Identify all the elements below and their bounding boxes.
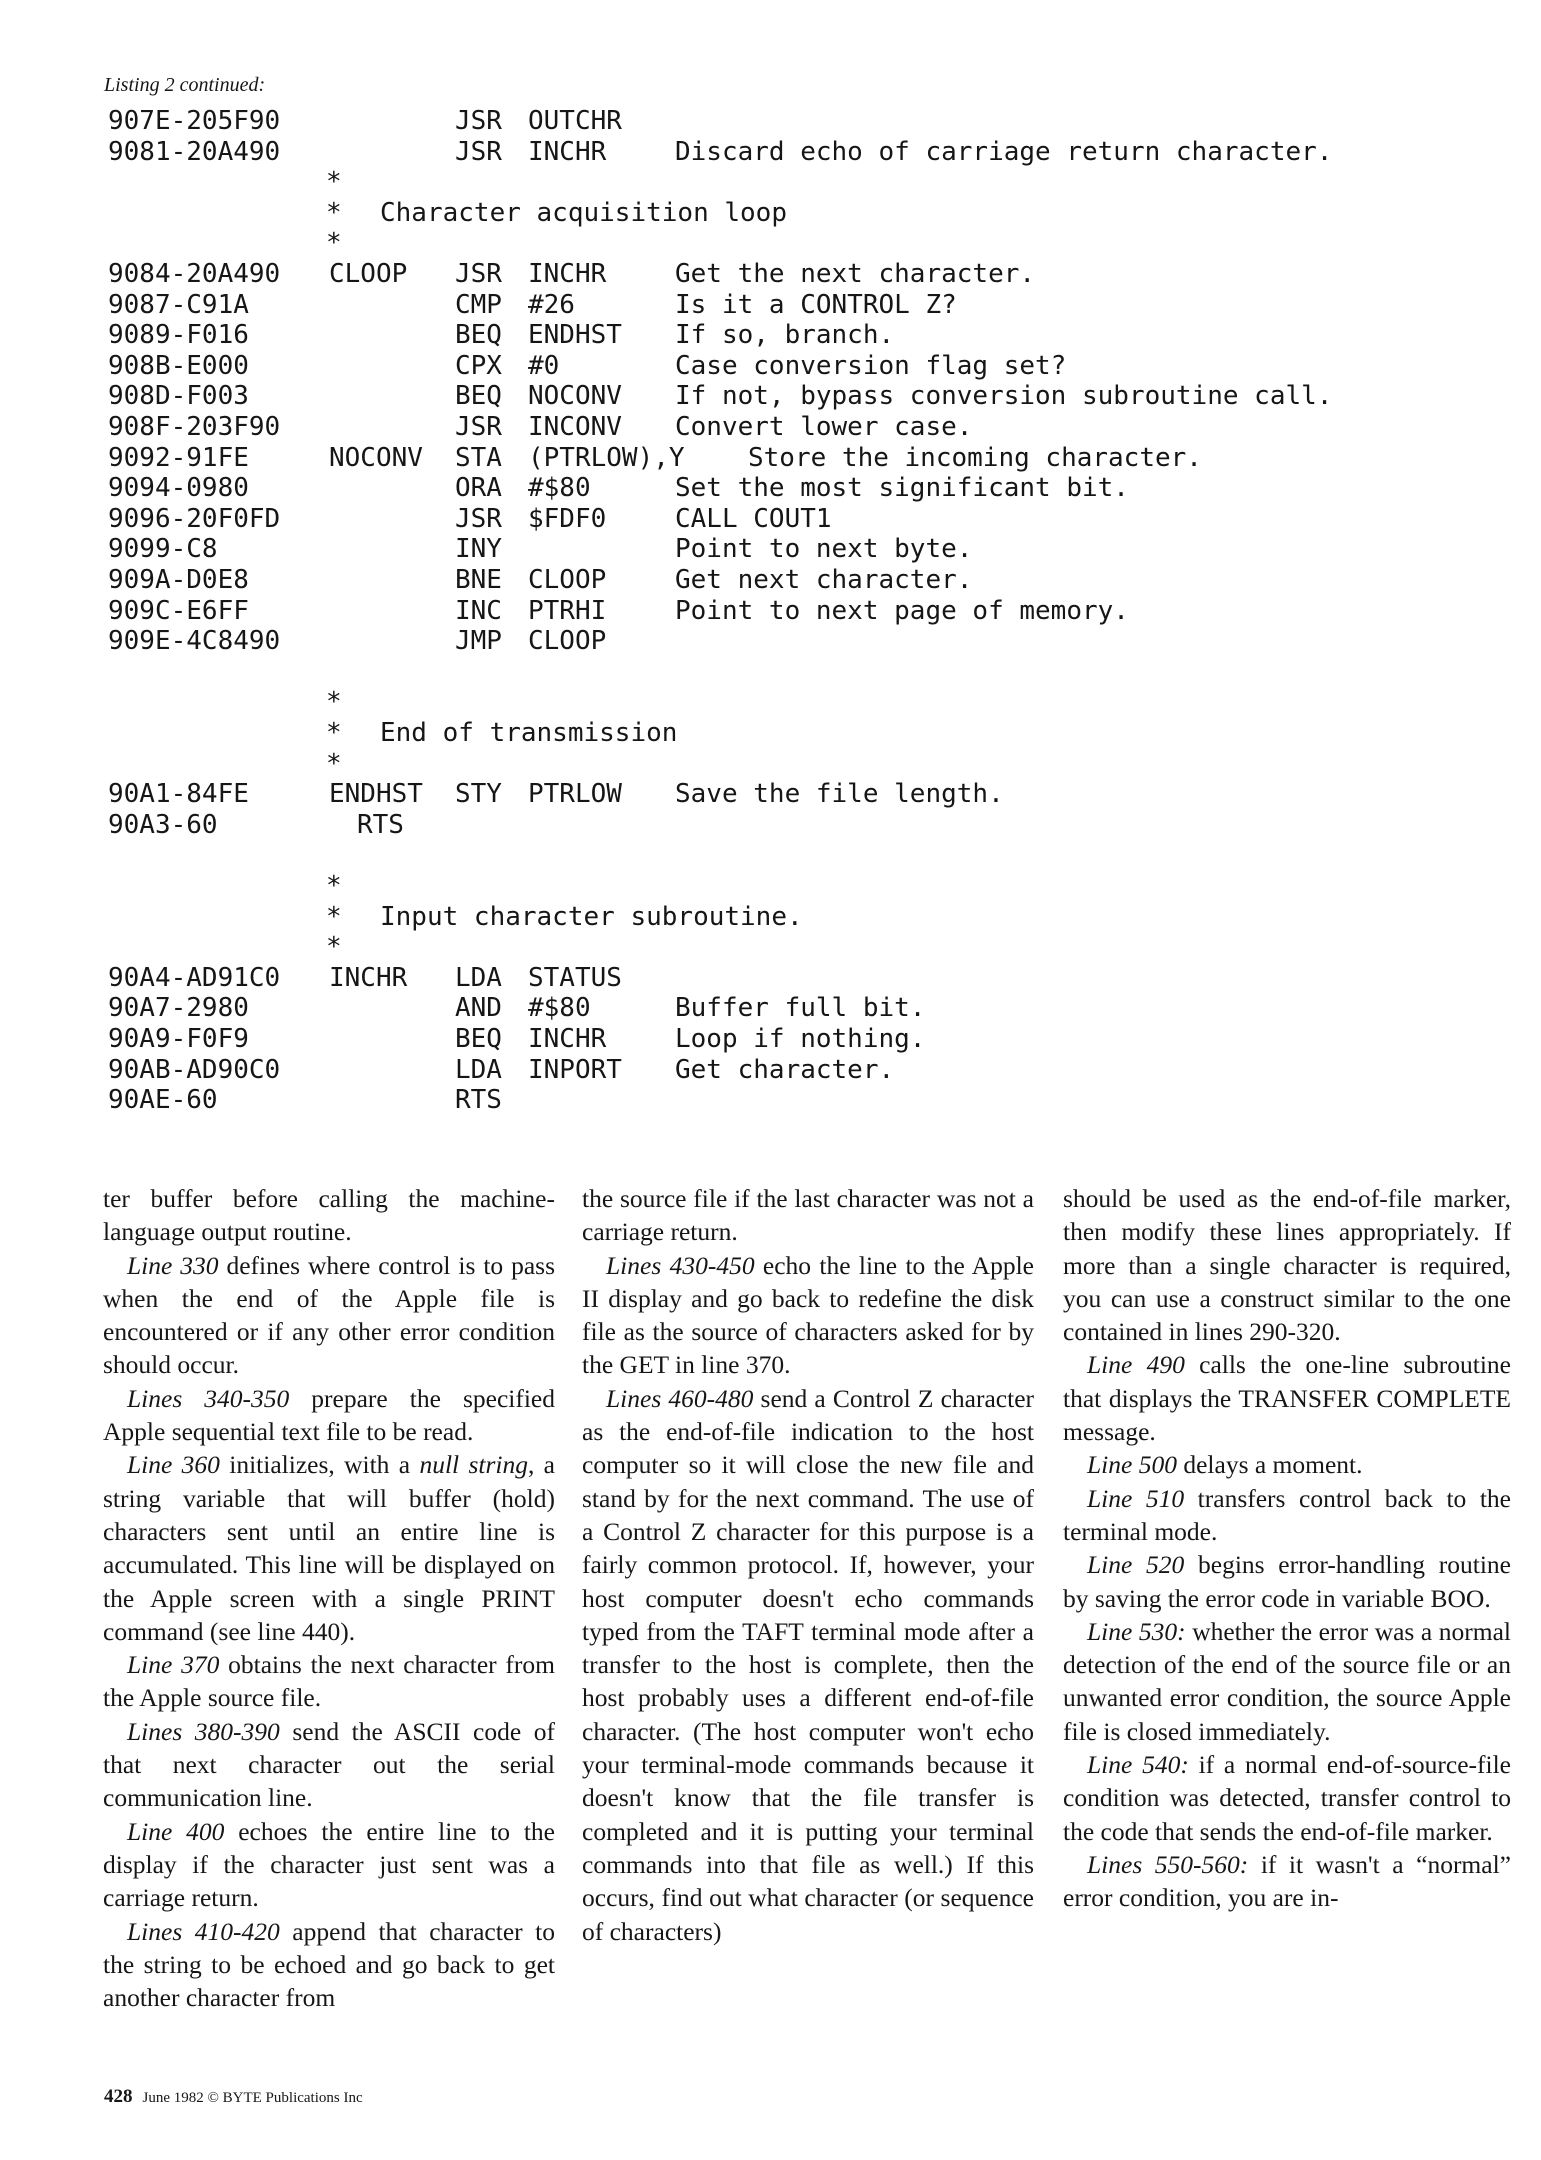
- paragraph-text: prepare the specified Apple sequential text file to be read.: [103, 1383, 555, 1447]
- code-comment: Get next character.: [675, 565, 973, 595]
- paragraph: [1063, 1848, 1511, 1915]
- line-reference: Line 400: [127, 1816, 225, 1846]
- code-address: 9087-C91A: [108, 289, 249, 320]
- code-address: 9092-91FE: [108, 442, 249, 473]
- code-address: 908B-E000: [108, 350, 249, 381]
- text-column-2: [582, 1182, 1034, 1948]
- code-mnemonic: AND: [455, 993, 502, 1024]
- paragraph: [1063, 1448, 1511, 1481]
- page-number: 428: [104, 2086, 133, 2107]
- line-reference: Line 500: [1087, 1450, 1177, 1480]
- code-label: ENDHST: [329, 779, 423, 810]
- comment-star: *: [326, 197, 342, 228]
- code-address: 90A3-60: [108, 809, 218, 840]
- comment-star: *: [326, 748, 342, 779]
- paragraph: [103, 1182, 555, 1249]
- line-reference: Line 540:: [1087, 1750, 1189, 1780]
- paragraph-text: echo the line to the Apple II display and go back to redefine the disk file as the source of characters asked for by the GET in line 370.: [582, 1250, 1035, 1380]
- line-reference: Lines 380-390: [127, 1716, 280, 1746]
- code-operand: ENDHST: [528, 320, 622, 351]
- code-address: 909A-D0E8: [108, 565, 249, 595]
- code-address: 90A4-AD91C0: [108, 962, 281, 993]
- code-comment: If not, bypass conversion subroutine call.: [675, 381, 1333, 412]
- paragraph-text: whether the error was a normal detection of the end of the source file or an unwanted error condition, the source Apple file is closed immediately.: [1063, 1616, 1512, 1746]
- paragraph-text: obtains the next character from the Apple source file.: [103, 1650, 555, 1713]
- code-comment: Point to next page of memory.: [675, 595, 1129, 626]
- emphasis: null string: [419, 1450, 528, 1480]
- comment-star: *: [326, 901, 342, 932]
- code-comment: Point to next byte.: [675, 534, 973, 565]
- paragraph-text: delays a moment.: [1176, 1450, 1363, 1480]
- comment-star: *: [326, 871, 342, 901]
- paragraph-text: begins error-handling routine by saving the error code in variable BOO.: [1063, 1550, 1511, 1613]
- code-address: 908F-203F90: [108, 412, 281, 442]
- code-comment: Get character.: [675, 1054, 895, 1085]
- code-mnemonic: LDA: [455, 1054, 502, 1085]
- paragraph-text: , a string variable that will buffer (hold) characters sent until an entire line is accumulated. This line will be displayed on the Apple screen with a single PRINT command (see line 440).: [103, 1450, 555, 1646]
- code-address: 909E-4C8490: [108, 626, 281, 657]
- code-operand: NOCONV: [528, 381, 622, 412]
- paragraph-text: transfers control back to the terminal mode.: [1063, 1483, 1511, 1546]
- code-operand: #0: [528, 350, 560, 381]
- paragraph-text: if a normal end-of-source-file condition was detected, transfer control to the code that sends the end-of-file marker.: [1063, 1750, 1511, 1846]
- line-reference: Lines 460-480: [606, 1383, 754, 1413]
- code-mnemonic: LDA: [455, 962, 502, 993]
- paragraph: [103, 1382, 555, 1449]
- code-operand: CLOOP: [528, 565, 607, 595]
- code-operand: #$80: [528, 473, 591, 504]
- code-address: 9094-0980: [108, 473, 249, 504]
- code-mnemonic: INY: [455, 534, 502, 565]
- line-reference: Line 330: [127, 1250, 219, 1280]
- paragraph: [103, 1448, 555, 1648]
- paragraph-text: defines where control is to pass when the end of the Apple file is encountered or if any other error condition should occur.: [103, 1250, 555, 1380]
- code-operand: #26: [528, 289, 575, 320]
- code-mnemonic: RTS: [357, 809, 404, 840]
- code-mnemonic: BNE: [455, 565, 502, 595]
- paragraph: [582, 1249, 1034, 1382]
- paragraph-text: the source file if the last character was not a carriage return.: [582, 1184, 1034, 1247]
- paragraph: [103, 1648, 555, 1715]
- paragraph-text: initializes, with a: [219, 1450, 420, 1480]
- code-mnemonic: CPX: [455, 350, 502, 381]
- code-mnemonic: INC: [455, 595, 502, 626]
- paragraph-text: echoes the entire line to the display if the character just sent was a carriage return.: [103, 1816, 555, 1913]
- code-comment: Loop if nothing.: [675, 1024, 926, 1054]
- code-operand: INCHR: [528, 259, 607, 289]
- publication-credit: June 1982 © BYTE Publications Inc: [142, 2090, 363, 2106]
- code-mnemonic: STY: [455, 779, 502, 810]
- code-operand: CLOOP: [528, 626, 607, 657]
- paragraph-text: if it wasn't a “normal” error condition, you are in-: [1063, 1849, 1511, 1913]
- code-mnemonic: BEQ: [455, 1024, 502, 1054]
- code-mnemonic: ORA: [455, 473, 502, 504]
- code-label: CLOOP: [329, 259, 408, 289]
- code-operand: PTRHI: [528, 595, 607, 626]
- code-mnemonic: BEQ: [455, 381, 502, 412]
- code-operand: (PTRLOW),Y: [528, 442, 685, 473]
- paragraph-text: send the ASCII code of that next character out the serial communication line.: [103, 1716, 555, 1813]
- code-comment: CALL COUT1: [675, 503, 832, 534]
- paragraph: [582, 1182, 1034, 1249]
- comment-star: *: [326, 718, 342, 748]
- code-comment: Save the file length.: [675, 779, 1004, 810]
- code-address: 90AE-60: [108, 1085, 218, 1116]
- code-operand: INCHR: [528, 1024, 607, 1054]
- section-heading: Character acquisition loop: [380, 197, 787, 228]
- code-operand: OUTCHR: [528, 106, 622, 136]
- line-reference: Line 510: [1087, 1483, 1185, 1513]
- code-mnemonic: JSR: [455, 106, 502, 136]
- code-label: NOCONV: [329, 442, 423, 473]
- code-address: 90A7-2980: [108, 993, 249, 1024]
- code-operand: $FDF0: [528, 503, 607, 534]
- line-reference: Lines 410-420: [127, 1916, 280, 1946]
- code-operand: INCHR: [528, 136, 607, 167]
- comment-star: *: [326, 687, 342, 718]
- code-mnemonic: JMP: [455, 626, 502, 657]
- code-operand: INPORT: [528, 1054, 622, 1085]
- section-heading: End of transmission: [380, 718, 678, 748]
- code-mnemonic: BEQ: [455, 320, 502, 351]
- code-address: 90A9-F0F9: [108, 1024, 249, 1054]
- paragraph: [103, 1915, 555, 2015]
- code-comment: Get the next character.: [675, 259, 1036, 289]
- line-reference: Lines 550-560:: [1087, 1849, 1249, 1879]
- code-comment: Case conversion flag set?: [675, 350, 1067, 381]
- code-comment: If so, branch.: [675, 320, 895, 351]
- comment-star: *: [326, 167, 342, 198]
- code-address: 9081-20A490: [108, 136, 281, 167]
- paragraph-text: ter buffer before calling the machine-language output routine.: [103, 1184, 555, 1247]
- code-mnemonic: JSR: [455, 259, 502, 289]
- code-address: 909C-E6FF: [108, 595, 249, 626]
- code-address: 9096-20F0FD: [108, 503, 281, 534]
- code-mnemonic: JSR: [455, 412, 502, 442]
- code-address: 9089-F016: [108, 320, 249, 351]
- text-column-1: [103, 1182, 555, 2014]
- paragraph: [1063, 1182, 1511, 1348]
- code-operand: #$80: [528, 993, 591, 1024]
- code-comment: Is it a CONTROL Z?: [675, 289, 957, 320]
- line-reference: Lines 430-450: [606, 1250, 755, 1280]
- code-comment: Set the most significant bit.: [675, 473, 1129, 504]
- paragraph: [1063, 1348, 1511, 1448]
- paragraph: [582, 1382, 1034, 1948]
- code-mnemonic: JSR: [455, 136, 502, 167]
- paragraph: [103, 1815, 555, 1915]
- paragraph: [1063, 1482, 1511, 1549]
- line-reference: Line 520: [1087, 1550, 1185, 1580]
- code-mnemonic: CMP: [455, 289, 502, 320]
- code-operand: PTRLOW: [528, 779, 622, 810]
- page-footer: [104, 2086, 363, 2108]
- text-column-3: [1063, 1182, 1511, 1915]
- paragraph-text: should be used as the end-of-file marker, then modify these lines appropriately. If more than a single character is required, you can use a construct similar to the one contained in lines 290-320.: [1063, 1184, 1511, 1347]
- line-reference: Line 530:: [1087, 1616, 1186, 1646]
- paragraph: [103, 1715, 555, 1815]
- line-reference: Line 490: [1087, 1350, 1185, 1380]
- code-comment: Discard echo of carriage return character.: [675, 136, 1333, 167]
- code-comment: Store the incoming character.: [748, 442, 1202, 473]
- code-label: INCHR: [329, 962, 408, 993]
- paragraph: [103, 1249, 555, 1382]
- code-address: 90A1-84FE: [108, 779, 249, 810]
- paragraph-text: calls the one-line subroutine that displays the TRANSFER COMPLETE message.: [1063, 1350, 1511, 1447]
- code-comment: Convert lower case.: [675, 412, 973, 442]
- code-operand: INCONV: [528, 412, 622, 442]
- paragraph: [1063, 1548, 1511, 1615]
- code-mnemonic: RTS: [455, 1085, 502, 1116]
- code-comment: Buffer full bit.: [675, 993, 926, 1024]
- code-address: 9084-20A490: [108, 259, 281, 289]
- paragraph: [1063, 1748, 1511, 1848]
- line-reference: Line 360: [127, 1450, 220, 1480]
- code-address: 90AB-AD90C0: [108, 1054, 281, 1085]
- code-operand: STATUS: [528, 962, 622, 993]
- code-mnemonic: JSR: [455, 503, 502, 534]
- section-heading: Input character subroutine.: [380, 901, 803, 932]
- code-address: 908D-F003: [108, 381, 249, 412]
- comment-star: *: [326, 228, 342, 259]
- code-mnemonic: STA: [455, 442, 502, 473]
- comment-star: *: [326, 932, 342, 963]
- paragraph: [1063, 1615, 1511, 1748]
- line-reference: Line 370: [127, 1650, 220, 1680]
- paragraph-text: append that character to the string to be echoed and go back to get another character from: [103, 1916, 555, 2013]
- line-reference: Lines 340-350: [127, 1383, 290, 1413]
- listing-caption: Listing 2 continued:: [104, 74, 266, 96]
- code-address: 907E-205F90: [108, 106, 281, 136]
- code-address: 9099-C8: [108, 534, 218, 565]
- paragraph-text: send a Control Z character as the end-of-file indication to the host computer so it will close the new file and stand by for the next command. The use of a Control Z character for this purpose is a fairly common protocol. If, however, your host computer doesn't echo commands typed from the TAFT terminal mode after a transfer to the host is complete, then the host probably uses a different end-of-file character. (The host computer won't echo your terminal-mode commands because it doesn't know that the file transfer is completed and it is putting your terminal commands into that file as well.) If this occurs, find out what character (or sequence of characters): [582, 1383, 1035, 1946]
